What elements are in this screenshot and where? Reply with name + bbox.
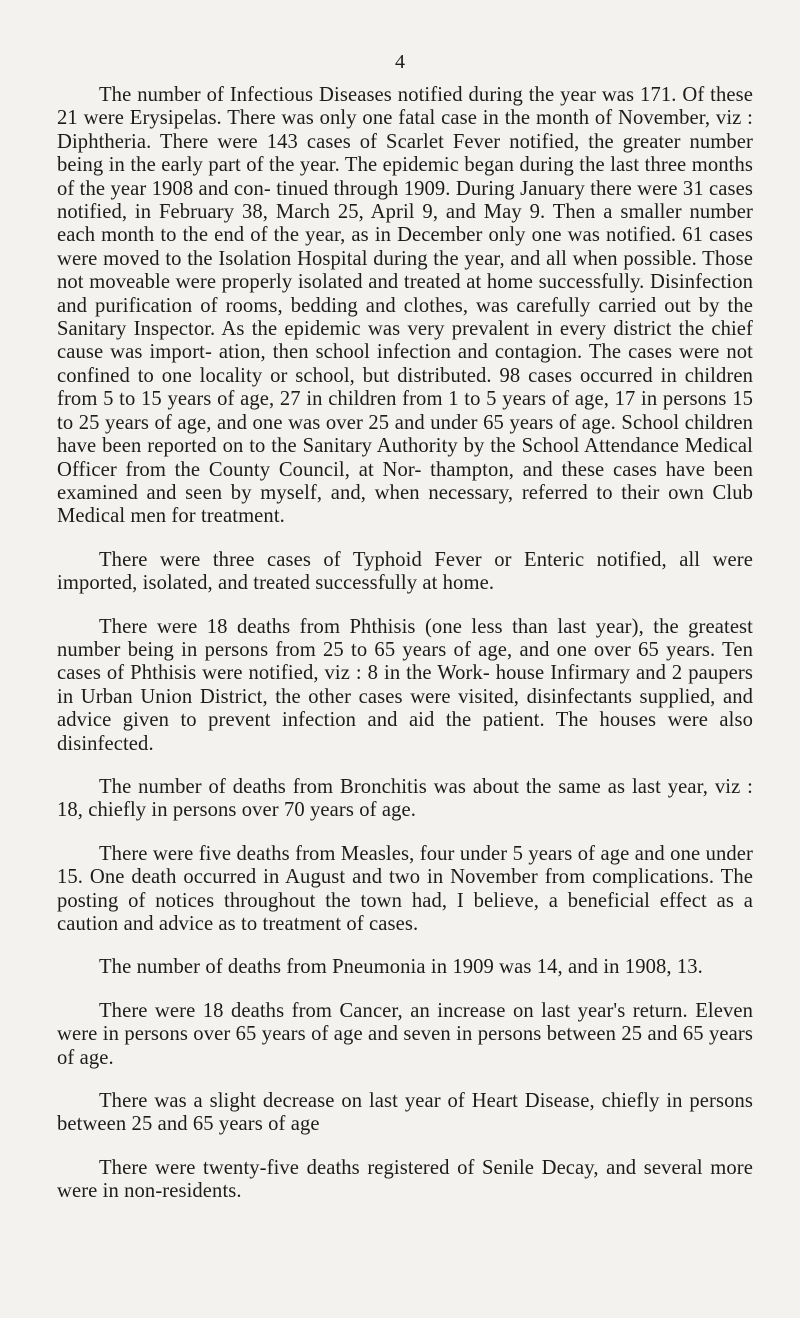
paragraph-measles: There were five deaths from Measles, four under 5 years of age and one under 15. One death occurred in August and two in November from complications. The posting of notices throughout the town had, I believe, a beneficial effect as a caution and advice as to treatment of cases. xyxy=(57,842,753,935)
paragraph-pneumonia: The number of deaths from Pneumonia in 1909 was 14, and in 1908, 13. xyxy=(99,956,703,979)
paragraph-bronchitis: The number of deaths from Bronchitis was about the same as last year, viz : 18, chiefly in persons over 70 years of age. xyxy=(57,775,753,822)
paragraph-heart-disease: There was a slight decrease on last year of Heart Disease, chiefly in persons between 25 and 65 years of age xyxy=(57,1090,753,1136)
paragraph-phthisis: There were 18 deaths from Phthisis (one less than last year), the greatest number being in persons from 25 to 65 years of age, and one over 65 years. Ten cases of Phthisis were notified, viz : 8 in the Work- house Infirmary and 2 paupers in Urban Union District, the other cases were visited, disinfectants supplied, and advice given to prevent infection and aid the patient. The houses were also disinfected. xyxy=(57,615,753,755)
paragraph-senile-decay: There were twenty-five deaths registered of Senile Decay, and several more were in non-residents. xyxy=(57,1156,753,1203)
page-number: 4 xyxy=(395,51,405,73)
paragraph-infectious-diseases: The number of Infectious Diseases notified during the year was 171. Of these 21 were Erysipelas. There was only one fatal case in the month of November, viz : Diphtheria. There were 143 cases of Scarlet Fever notified, the greater number being in the early part of the year. The epidemic began during the last three months of the year 1908 and con- tinued through 1909. During January there were 31 cases notified, in February 38, March 25, April 9, and May 9. Then a smaller number each month to the end of the year, as in December only one was notified. 61 cases were moved to the Isolation Hospital during the year, and all when possible. Those not moveable were properly isolated and treated at home successfully. Disinfection and purification of rooms, bedding and clothes, was carefully carried out by the Sanitary Inspector. As the epidemic was very prevalent in every district the chief cause was import- ation, then school infection and contagion. The cases were not confined to one locality or school, but distributed. 98 cases occurred in children from 5 to 15 years of age, 27 in children from 1 to 5 years of age, 17 in persons 15 to 25 years of age, and one was over 25 and under 65 years of age. School children have been reported on to the Sanitary Authority by the School Attendance Medical Officer from the County Council, at Nor- thampton, and these cases have been examined and seen by myself, and, when necessary, referred to their own Club Medical men for treatment. xyxy=(57,84,753,528)
paragraph-cancer: There were 18 deaths from Cancer, an increase on last year's return. Eleven were in persons over 65 years of age and seven in persons between 25 and 65 years of age. xyxy=(57,999,753,1069)
body-text xyxy=(57,84,753,1224)
paragraph-typhoid: There were three cases of Typhoid Fever or Enteric notified, all were imported, isolated, and treated successfully at home. xyxy=(57,548,753,595)
